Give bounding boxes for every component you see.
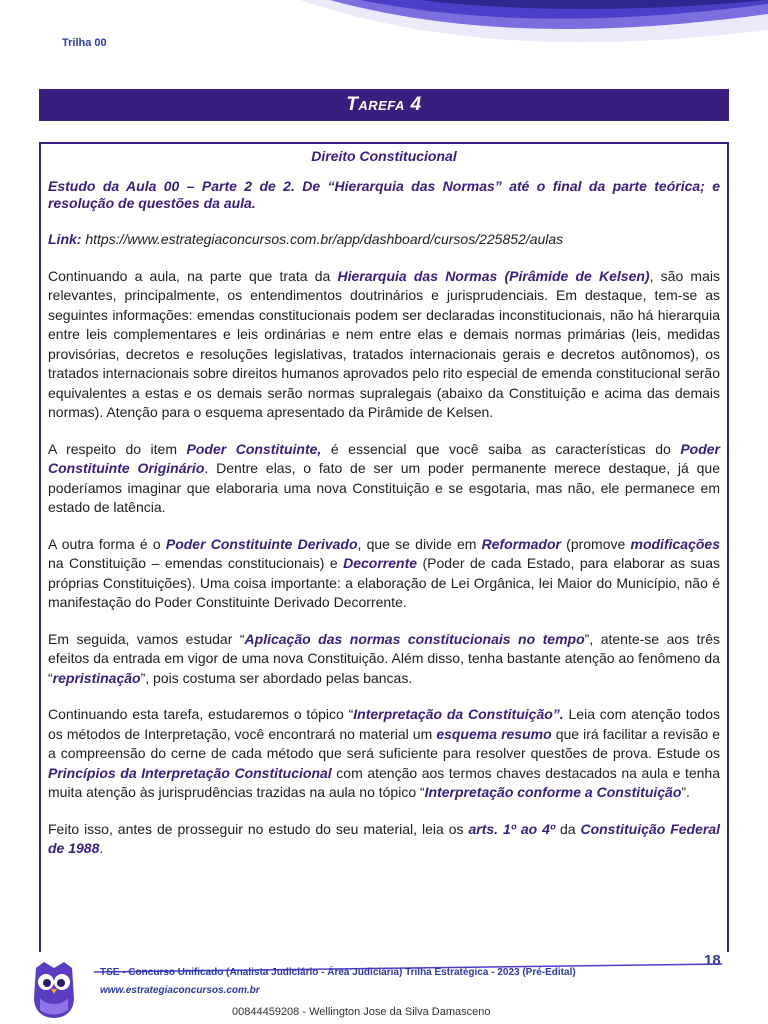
text: que irá facilitar a revisão e a compreensão do cerne de cada método que será suficiente para resolver questões de prova. Estude os (48, 725, 720, 761)
link-paragraph (48, 230, 720, 250)
footer-site-link[interactable]: www.estrategiaconcursos.com.br (100, 985, 260, 996)
text: na Constituição – emendas constitucionais) e (48, 555, 344, 571)
trilha-label: Trilha 00 (62, 37, 107, 49)
highlight-aplicacao: Aplicação das normas constitucionais no tempo (244, 630, 585, 647)
text: com atenção aos termos chaves destacados na aula e tenha muita atenção às jurisprudências trazidas na aula no tópico “ (48, 764, 720, 800)
text: . (99, 840, 104, 856)
highlight-modificacoes: modificações (630, 535, 720, 552)
highlight-reformador: Reformador (481, 535, 561, 552)
highlight-derivado: Poder Constituinte Derivado (165, 535, 358, 552)
study-intro: Estudo da Aula 00 – Parte 2 de 2. De “Hierarquia das Normas” até o final da parte teórica; e resolução de questões da aula. (48, 178, 720, 211)
text: Leia com atenção todos os métodos de Interpretação, você encontrará no material um (48, 706, 720, 742)
text: ”, pois costuma ser abordado pelas bancas. (140, 669, 413, 686)
task-banner (39, 89, 729, 121)
text: Continuando esta tarefa, estudaremos o tópico “ (48, 706, 354, 722)
task-content-box (39, 142, 729, 952)
paragraph-interpretacao (48, 705, 720, 803)
paragraph-aplicacao (48, 630, 720, 689)
highlight-artigos: arts. 1º ao 4º (468, 820, 555, 837)
text: ”. (681, 784, 690, 800)
text: A outra forma é o (48, 535, 166, 552)
text: da (555, 820, 581, 837)
text: ”, atente-se aos três efeitos da entrada em vigor de uma nova Constituição. Além disso, tenha bastante atenção ao fenômeno da “ (48, 630, 720, 686)
text: Feito isso, antes de prosseguir no estudo do seu material, leia os (48, 820, 469, 837)
course-link[interactable]: https://www.estrategiaconcursos.com.br/app/dashboard/cursos/225852/aulas (85, 231, 564, 247)
highlight-interpretacao-conforme: Interpretação conforme a Constituição (424, 784, 682, 800)
text: é essencial que você saiba as características do (321, 440, 681, 457)
paragraph-poder-derivado (48, 535, 720, 613)
highlight-decorrente: Decorrente (343, 555, 418, 571)
highlight-constituicao-federal: Constituição Federal de 1988 (48, 820, 720, 856)
highlight-esquema-resumo: esquema resumo (436, 725, 552, 742)
footer-course-title: TSE - Concurso Unificado (Analista Judiciário - Área Judiciária) Trilha Estratégica - 2023 (Pré-Edital) (100, 967, 576, 978)
link-label: Link: (48, 231, 82, 247)
page-number: 18 (704, 952, 721, 969)
text: Em seguida, vamos estudar “ (48, 630, 245, 647)
owl-logo-icon (30, 958, 78, 1020)
paragraph-poder-constituinte (48, 440, 720, 518)
highlight-originario: Poder Constituinte Originário (48, 440, 720, 476)
text: Continuando a aula, na parte que trata da (48, 267, 338, 284)
text: , que se divide em (357, 535, 482, 552)
subject-title: Direito Constitucional (311, 148, 457, 164)
task-title: Tarefa 4 (346, 94, 422, 115)
highlight-repristinacao: repristinação (52, 669, 141, 686)
highlight-poder-constituinte: Poder Constituinte, (186, 440, 322, 457)
highlight-interpretacao: Interpretação da Constituição”. (353, 706, 564, 722)
highlight-hierarquia: Hierarquia das Normas (Pirâmide de Kelsen) (337, 267, 650, 284)
header-wave-decoration (0, 0, 768, 70)
text: , são mais relevantes, principalmente, os entendimentos doutrinários e jurisprudenciais. Em destaque, tem-se as seguintes informações: emendas constitucionais podem ser declaradas inconstitucionais, não há hierarquia entre leis complementares e leis ordinárias e nem entre elas e demais normas primárias (leis, medidas provisórias, decretos e resoluções legislativas, tratados internacionais gerais e decretos autônomos), os tratados internacionais sobre direitos humanos aprovados pelo rito especial de emenda constitucional serão equivalentes a estas e os demais serão normas supralegais (abaixo da Constituição e acima das demais normas). Atenção para o esquema apresentado da Pirâmide de Kelsen. (48, 267, 720, 420)
highlight-principios: Princípios da Interpretação Constitucional (48, 764, 332, 781)
footer-user-id: 00844459208 - Wellington Jose da Silva Damasceno (232, 1006, 491, 1018)
text: A respeito do item (48, 440, 187, 457)
paragraph-hierarquia (48, 267, 720, 423)
text: (Poder de cada Estado, para elaborar as suas próprias Constituições). Uma coisa importante: a elaboração de Lei Orgânica, lei Maior do Município, não é manifestação do Poder Constituinte Derivado Decorrente. (48, 555, 720, 610)
text: (promove (560, 535, 631, 552)
paragraph-artigos (48, 820, 720, 859)
text: . Dentre elas, o fato de ser um poder permanente merece destaque, já que poderíamos imaginar que elaboraria uma nova Constituição e se esgotaria, mas não, ele permanece em estado de latência. (48, 460, 720, 515)
